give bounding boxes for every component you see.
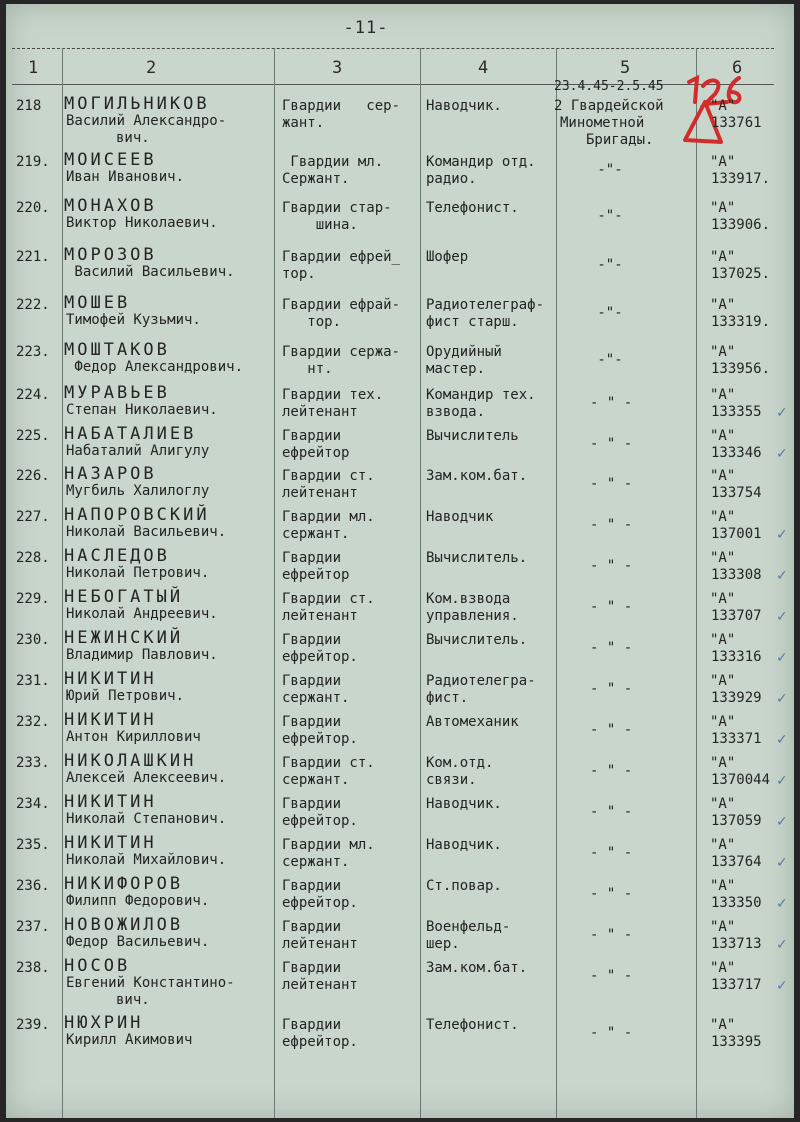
unit-ditto: - " - — [590, 436, 633, 452]
surname: НИКИФОРОВ — [64, 874, 184, 894]
surname: НЕБОГАТЫЙ — [64, 587, 184, 607]
check-mark: ✓ — [776, 732, 788, 748]
position-line-1: Вычислитель — [426, 428, 519, 444]
rank-line-2: лейтенант — [282, 977, 358, 993]
surname: МОИСЕЕВ — [64, 150, 157, 170]
rank-line-2: лейтенант — [282, 608, 358, 624]
position-line-1: Телефонист. — [426, 200, 519, 216]
table-row — [6, 751, 794, 795]
row-number: 237. — [16, 919, 50, 935]
given-name: Николай Степанович. — [66, 811, 227, 827]
surname: НИКИТИН — [64, 833, 157, 853]
unit-ditto: - " - — [590, 640, 633, 656]
row-number: 220. — [16, 200, 50, 216]
rank-line-1: Гвардии — [282, 796, 342, 812]
table-row — [6, 383, 794, 427]
rank-line-1: Гвардии мл. — [282, 154, 384, 170]
row-number: 231. — [16, 673, 50, 689]
given-name: Набаталий Алигулу — [66, 443, 210, 459]
award-number: 133906. — [711, 217, 771, 233]
check-mark: ✓ — [776, 896, 788, 912]
given-name: Владимир Павлович. — [66, 647, 218, 663]
position-line-1: Ст.повар. — [426, 878, 502, 894]
award-number: 1370044 — [711, 772, 771, 788]
column-number-6: 6 — [732, 58, 743, 78]
given-name: Василий Васильевич. — [66, 264, 235, 280]
surname: НОВОЖИЛОВ — [64, 915, 184, 935]
row-number: 234. — [16, 796, 50, 812]
rank-line-2: сержант. — [282, 854, 350, 870]
position-line-2: взвода. — [426, 404, 486, 420]
rank-line-1: Гвардии ефрей_ — [282, 249, 401, 265]
surname: МОШЕВ — [64, 293, 131, 313]
row-number: 232. — [16, 714, 50, 730]
table-row — [6, 464, 794, 508]
given-name: Евгений Константино- — [66, 975, 235, 991]
unit-line-3: Бригады. — [586, 132, 654, 148]
table-row — [6, 340, 794, 384]
table-row — [6, 710, 794, 754]
award-series: "А" — [710, 632, 736, 648]
rank-line-2: шина. — [282, 217, 358, 233]
check-mark: ✓ — [776, 405, 788, 421]
given-name: Николай Васильевич. — [66, 524, 227, 540]
check-mark: ✓ — [776, 650, 788, 666]
rank-line-1: Гвардии — [282, 632, 342, 648]
award-series: "А" — [710, 591, 736, 607]
check-mark: ✓ — [776, 814, 788, 830]
position-line-1: Ком.отд. — [426, 755, 494, 771]
award-series: "А" — [710, 714, 736, 730]
unit-ditto: - " - — [590, 395, 633, 411]
given-name: Василий Александро- — [66, 113, 227, 129]
position-line-1: Наводчик. — [426, 796, 502, 812]
row-number: 233. — [16, 755, 50, 771]
given-name: Мугбиль Халилоглу — [66, 483, 210, 499]
rank-line-1: Гвардии ефрай- — [282, 297, 401, 313]
award-series: "А" — [710, 344, 736, 360]
unit-ditto: - " - — [590, 763, 633, 779]
position-line-1: Командир отд. — [426, 154, 536, 170]
table-row — [6, 792, 794, 836]
given-name: Антон Кириллович — [66, 729, 201, 745]
unit-ditto: - " - — [590, 722, 633, 738]
rank-line-1: Гвардии — [282, 428, 342, 444]
award-number: 133395 — [711, 1034, 762, 1050]
unit-ditto: -"- — [597, 305, 623, 321]
award-series: "А" — [710, 837, 736, 853]
rank-line-2: ефрейтор. — [282, 813, 358, 829]
table-row — [6, 245, 794, 289]
position-line-1: Автомеханик — [426, 714, 519, 730]
row-number: 236. — [16, 878, 50, 894]
rank-line-2: лейтенант — [282, 485, 358, 501]
row-number: 225. — [16, 428, 50, 444]
rank-line-2: ефрейтор — [282, 445, 350, 461]
given-name: Тимофей Кузьмич. — [66, 312, 201, 328]
rank-line-1: Гвардии мл. — [282, 837, 375, 853]
row-number: 223. — [16, 344, 50, 360]
position-line-2: связи. — [426, 772, 477, 788]
given-name: Юрий Петрович. — [66, 688, 185, 704]
unit-ditto: -"- — [597, 162, 623, 178]
rank-line-2: ефрейтор. — [282, 731, 358, 747]
row-number: 226. — [16, 468, 50, 484]
rank-line-2: лейтенант — [282, 936, 358, 952]
award-number: 133917. — [711, 171, 771, 187]
surname: НИКИТИН — [64, 669, 157, 689]
given-name: Алексей Алексеевич. — [66, 770, 227, 786]
rank-line-2: ефрейтор. — [282, 649, 358, 665]
award-series: "А" — [710, 297, 736, 313]
award-series: "А" — [710, 878, 736, 894]
position-line-1: Наводчик. — [426, 98, 502, 114]
rank-line-2: ефрейтор. — [282, 895, 358, 911]
given-name: Николай Петрович. — [66, 565, 210, 581]
check-mark: ✓ — [776, 691, 788, 707]
check-mark: ✓ — [776, 609, 788, 625]
position-line-1: Ком.взвода — [426, 591, 511, 607]
row-number: 224. — [16, 387, 50, 403]
award-number: 133350 — [711, 895, 762, 911]
row-number: 218 — [16, 98, 42, 114]
position-line-2: фист старш. — [426, 314, 519, 330]
unit-ditto: - " - — [590, 845, 633, 861]
table-row — [6, 587, 794, 631]
rank-line-1: Гвардии — [282, 714, 342, 730]
surname: МОГИЛЬНИКОВ — [64, 94, 210, 114]
unit-ditto: - " - — [590, 517, 633, 533]
award-series: "А" — [710, 1017, 736, 1033]
surname: НАЗАРОВ — [64, 464, 157, 484]
award-number: 133316 — [711, 649, 762, 665]
rank-line-1: Гвардии — [282, 878, 342, 894]
unit-ditto: - " - — [590, 599, 633, 615]
position-line-2: мастер. — [426, 361, 486, 377]
unit-ditto: -"- — [597, 257, 623, 273]
column-number-5: 5 — [620, 58, 631, 78]
table-row — [6, 505, 794, 549]
unit-ditto: - " - — [590, 1025, 633, 1041]
surname: НИКИТИН — [64, 710, 157, 730]
row-number: 219. — [16, 154, 50, 170]
rank-line-1: Гвардии ст. — [282, 468, 375, 484]
row-number: 230. — [16, 632, 50, 648]
position-line-2: управления. — [426, 608, 519, 624]
rank-line-2: сержант. — [282, 772, 350, 788]
column-number-4: 4 — [478, 58, 489, 78]
award-series: "А" — [710, 200, 736, 216]
rank-line-1: Гвардии — [282, 1017, 342, 1033]
award-number: 137001 — [711, 526, 762, 542]
award-number: 133371 — [711, 731, 762, 747]
award-number: 133713 — [711, 936, 762, 952]
check-mark: ✓ — [776, 937, 788, 953]
rank-line-2: сержант. — [282, 526, 350, 542]
rank-line-2: Сержант. — [282, 171, 350, 187]
given-name: Кирилл Акимович — [66, 1032, 193, 1048]
unit-ditto: - " - — [590, 968, 633, 984]
row-number: 221. — [16, 249, 50, 265]
rank-line-2: тор. — [282, 314, 342, 330]
position-line-1: Вычислитель. — [426, 632, 528, 648]
rank-line-2: ефрейтор — [282, 567, 350, 583]
unit-ditto: -"- — [597, 352, 623, 368]
unit-dates: 23.4.45-2.5.45 — [554, 79, 664, 94]
position-line-1: Наводчик. — [426, 837, 502, 853]
unit-ditto: - " - — [590, 476, 633, 492]
column-number-3: 3 — [332, 58, 343, 78]
rank-line-1: Гвардии ст. — [282, 755, 375, 771]
check-mark: ✓ — [776, 855, 788, 871]
given-name: Виктор Николаевич. — [66, 215, 218, 231]
surname: НИКОЛАШКИН — [64, 751, 197, 771]
column-number-2: 2 — [146, 58, 157, 78]
row-number: 227. — [16, 509, 50, 525]
surname: МОНАХОВ — [64, 196, 157, 216]
table-row — [6, 1013, 794, 1057]
award-number: 133929 — [711, 690, 762, 706]
award-series: "А" — [710, 468, 736, 484]
position-line-1: Наводчик — [426, 509, 494, 525]
award-series: "А" — [710, 154, 736, 170]
award-number: 133308 — [711, 567, 762, 583]
award-number: 133754 — [711, 485, 762, 501]
position-line-2: шер. — [426, 936, 460, 952]
rank-line-2: лейтенант — [282, 404, 358, 420]
table-row — [6, 833, 794, 877]
unit-ditto: - " - — [590, 886, 633, 902]
given-name-continued: вич. — [116, 130, 150, 146]
table-row — [6, 150, 794, 194]
award-series: "А" — [710, 428, 736, 444]
rank-line-1: Гвардии ст. — [282, 591, 375, 607]
header-top-rule — [12, 48, 774, 49]
award-series: "А" — [710, 387, 736, 403]
position-line-1: Радиотелеграф- — [426, 297, 545, 313]
unit-ditto: - " - — [590, 804, 633, 820]
position-line-1: Зам.ком.бат. — [426, 468, 528, 484]
surname: НАСЛЕДОВ — [64, 546, 170, 566]
table-row — [6, 669, 794, 713]
award-number: 137025. — [711, 266, 771, 282]
surname: НЮХРИН — [64, 1013, 144, 1033]
table-row — [6, 196, 794, 240]
award-series: "А" — [710, 249, 736, 265]
rank-line-1: Гвардии стар- — [282, 200, 392, 216]
position-line-1: Шофер — [426, 249, 469, 265]
check-mark: ✓ — [776, 527, 788, 543]
rank-line-2: нт. — [282, 361, 333, 377]
position-line-1: Радиотелегра- — [426, 673, 536, 689]
award-number: 133761 — [711, 115, 762, 131]
unit-ditto: -"- — [597, 208, 623, 224]
table-row — [6, 628, 794, 672]
row-number: 235. — [16, 837, 50, 853]
table-row — [6, 874, 794, 918]
table-row — [6, 424, 794, 468]
award-number: 133355 — [711, 404, 762, 420]
rank-line-2: сержант. — [282, 690, 350, 706]
rank-line-1: Гвардии — [282, 550, 342, 566]
position-line-1: Вычислитель. — [426, 550, 528, 566]
unit-line-1: 2 Гвардейской — [554, 98, 664, 114]
check-mark: ✓ — [776, 446, 788, 462]
unit-ditto: - " - — [590, 927, 633, 943]
award-series: "А" — [710, 919, 736, 935]
given-name: Федор Александрович. — [66, 359, 244, 375]
rank-line-1: Гвардии сер- — [282, 98, 401, 114]
rank-line-1: Гвардии — [282, 919, 342, 935]
given-name: Николай Михайлович. — [66, 852, 227, 868]
surname: НИКИТИН — [64, 792, 157, 812]
award-series: "А" — [710, 755, 736, 771]
rank-line-2: ефрейтор. — [282, 1034, 358, 1050]
position-line-2: фист. — [426, 690, 469, 706]
surname: НАПОРОВСКИЙ — [64, 505, 210, 525]
row-number: 228. — [16, 550, 50, 566]
position-line-1: Командир тех. — [426, 387, 536, 403]
row-number: 222. — [16, 297, 50, 313]
column-number-1: 1 — [28, 58, 39, 78]
position-line-1: Телефонист. — [426, 1017, 519, 1033]
award-series: "А" — [710, 796, 736, 812]
surname: МОРОЗОВ — [64, 245, 157, 265]
row-number: 239. — [16, 1017, 50, 1033]
surname: НАБАТАЛИЕВ — [64, 424, 197, 444]
page-number: -11- — [343, 18, 389, 38]
position-line-1: Орудийный — [426, 344, 502, 360]
surname: НОСОВ — [64, 956, 131, 976]
award-number: 133764 — [711, 854, 762, 870]
award-series: "А" — [710, 673, 736, 689]
rank-line-1: Гвардии тех. — [282, 387, 384, 403]
award-series: "А" — [710, 98, 736, 114]
table-row — [6, 293, 794, 337]
unit-ditto: - " - — [590, 558, 633, 574]
rank-line-2: жант. — [282, 115, 325, 131]
row-number: 229. — [16, 591, 50, 607]
given-name: Николай Андреевич. — [66, 606, 218, 622]
table-row — [6, 915, 794, 959]
award-series: "А" — [710, 960, 736, 976]
given-name: Степан Николаевич. — [66, 402, 218, 418]
given-name: Иван Иванович. — [66, 169, 185, 185]
rank-line-1: Гвардии мл. — [282, 509, 375, 525]
position-line-2: радио. — [426, 171, 477, 187]
position-line-1: Военфельд- — [426, 919, 511, 935]
award-number: 133319. — [711, 314, 771, 330]
check-mark: ✓ — [776, 568, 788, 584]
unit-ditto: - " - — [590, 681, 633, 697]
award-number: 133346 — [711, 445, 762, 461]
row-number: 238. — [16, 960, 50, 976]
given-name-continued: вич. — [116, 992, 150, 1008]
award-number: 133707 — [711, 608, 762, 624]
given-name: Федор Васильевич. — [66, 934, 210, 950]
award-series: "А" — [710, 550, 736, 566]
award-number: 133717 — [711, 977, 762, 993]
position-line-1: Зам.ком.бат. — [426, 960, 528, 976]
surname: НЕЖИНСКИЙ — [64, 628, 184, 648]
rank-line-1: Гвардии — [282, 673, 342, 689]
given-name: Филипп Федорович. — [66, 893, 210, 909]
table-row — [6, 546, 794, 590]
check-mark: ✓ — [776, 978, 788, 994]
document-page — [6, 4, 794, 1118]
surname: МУРАВЬЕВ — [64, 383, 170, 403]
rank-line-2: тор. — [282, 266, 316, 282]
surname: МОШТАКОВ — [64, 340, 170, 360]
award-number: 133956. — [711, 361, 771, 377]
check-mark: ✓ — [776, 773, 788, 789]
award-series: "А" — [710, 509, 736, 525]
rank-line-1: Гвардии — [282, 960, 342, 976]
table-row — [6, 956, 794, 1008]
unit-line-2: Минометной — [560, 115, 645, 131]
award-number: 137059 — [711, 813, 762, 829]
rank-line-1: Гвардии сержа- — [282, 344, 401, 360]
